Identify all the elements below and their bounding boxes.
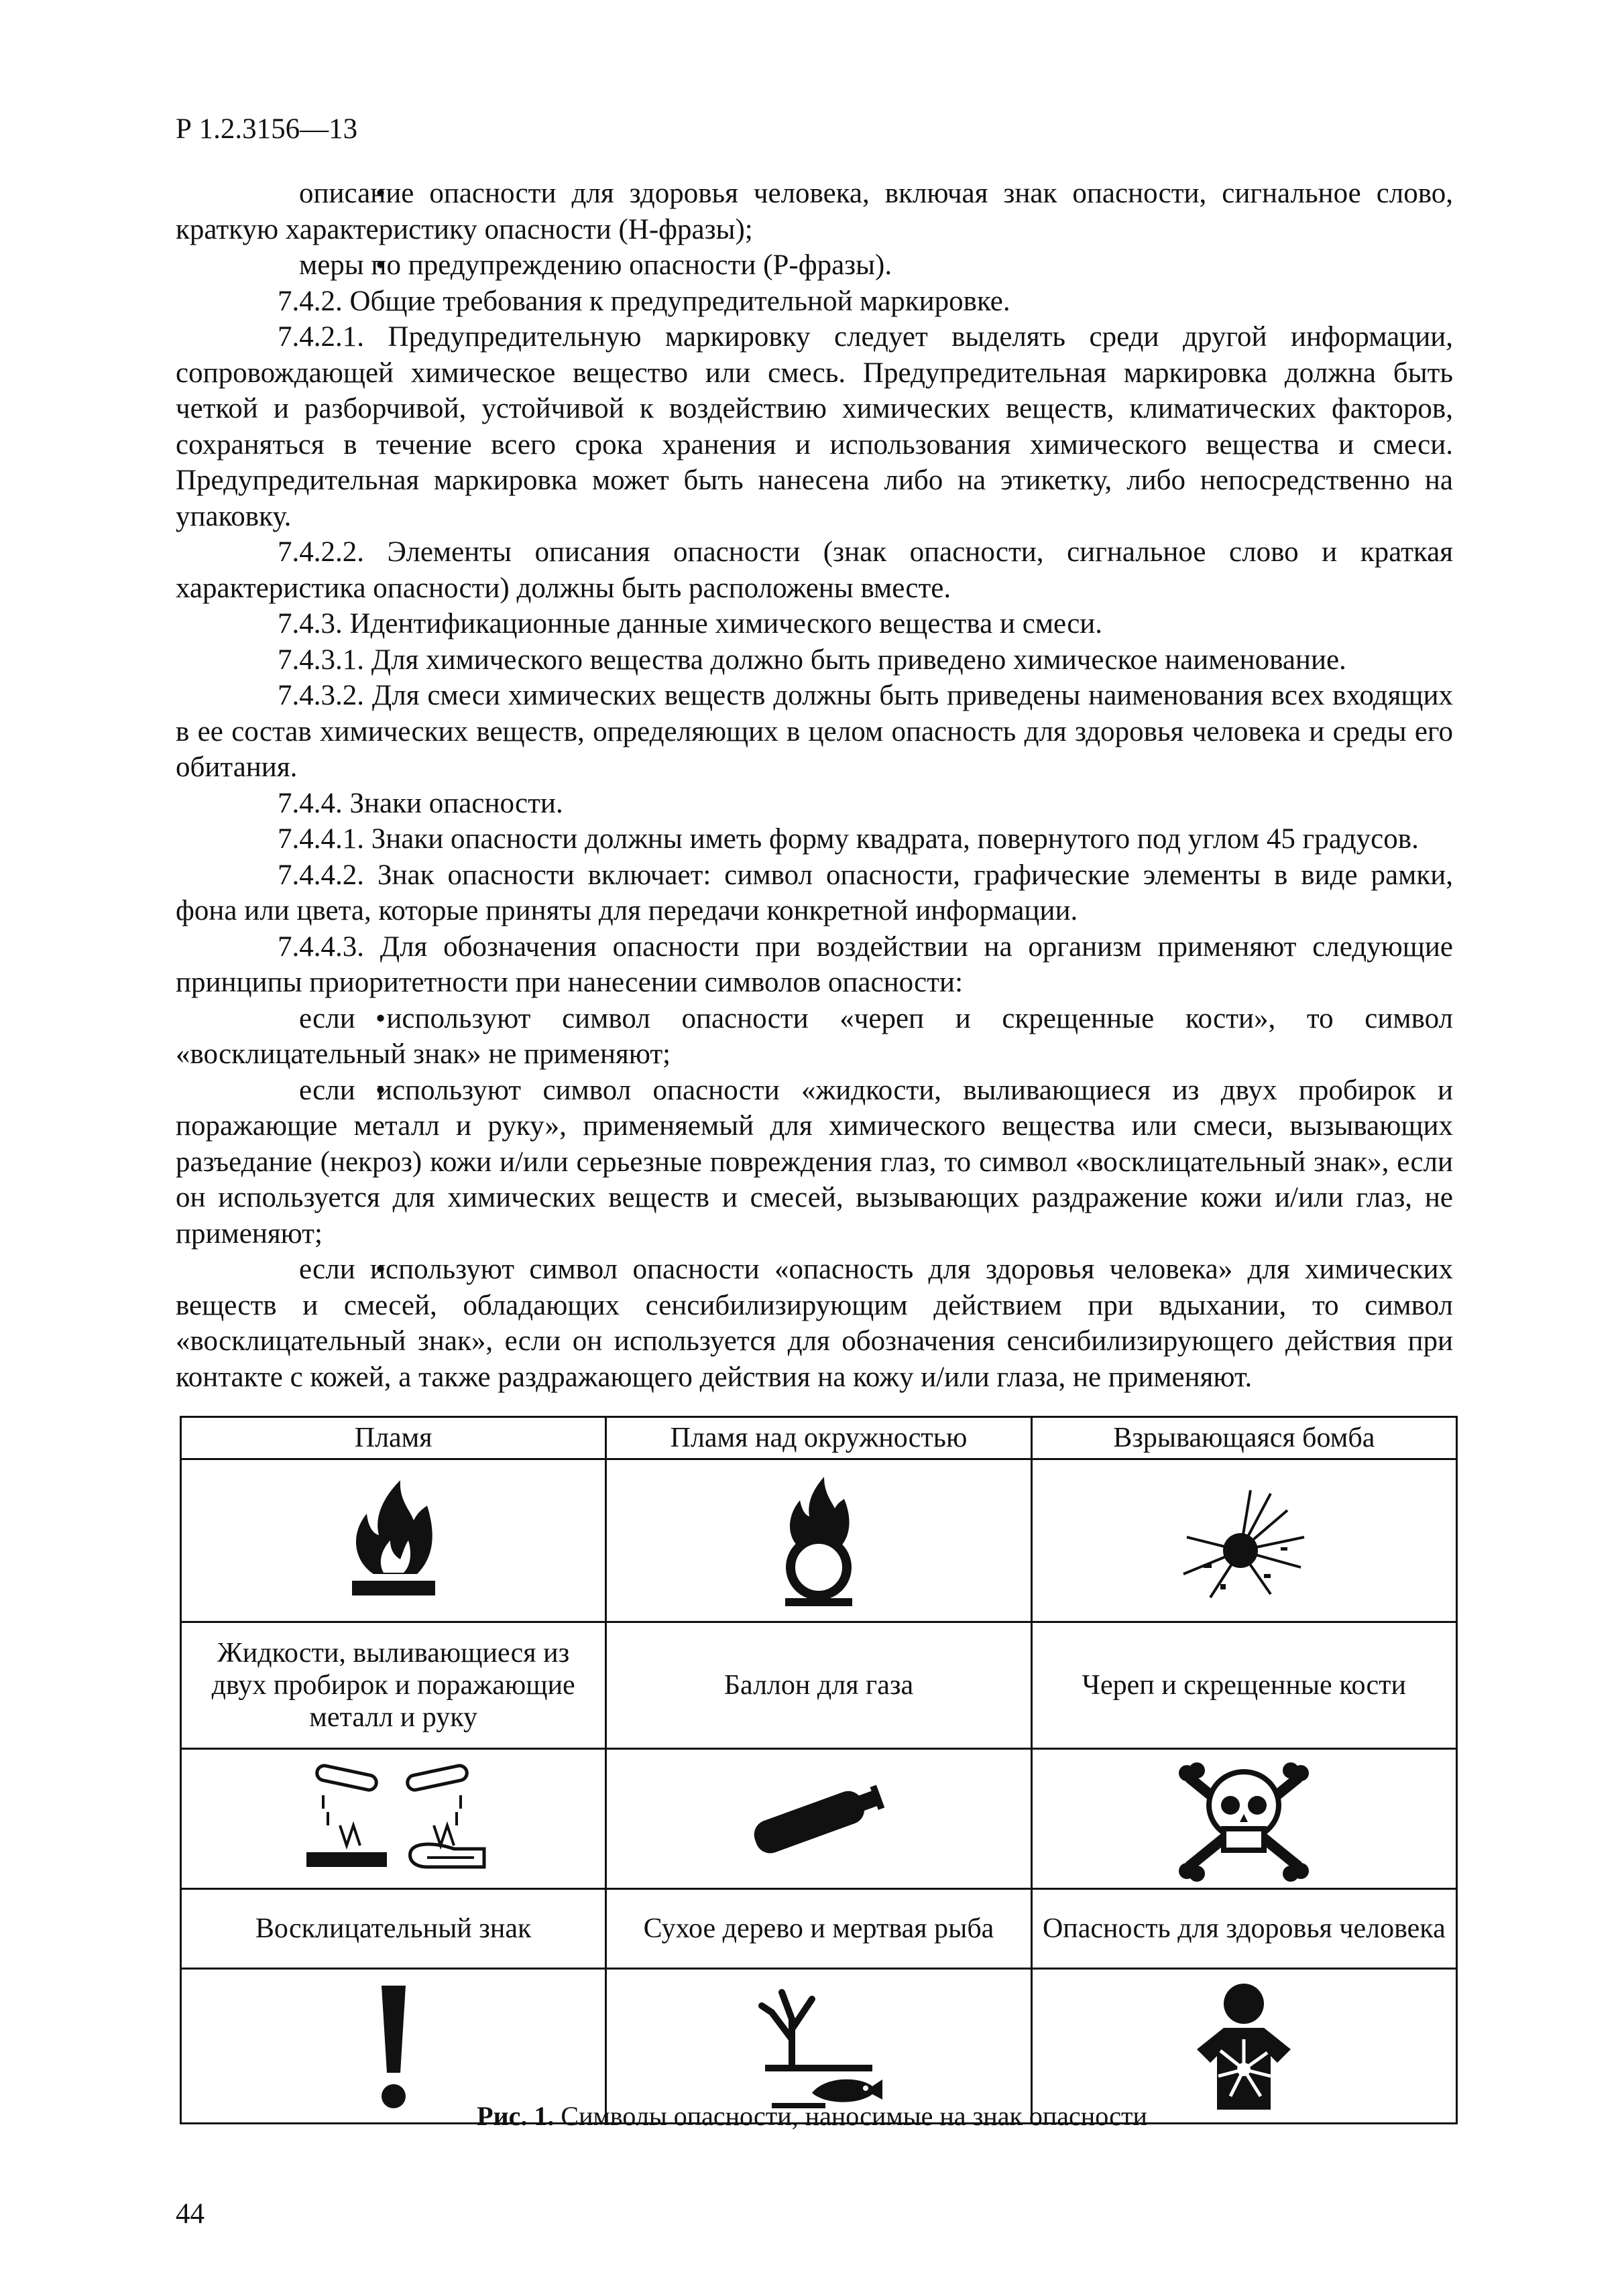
symbol-label: Череп и скрещенные кости: [1031, 1622, 1456, 1749]
paragraph: 7.4.3. Идентификационные данные химического вещества и смеси.: [278, 608, 1103, 640]
health-hazard-icon: [1177, 1976, 1311, 2116]
paragraph: 7.4.3.2. Для смеси химических веществ должны быть приведены наименования всех входящих в ее состав химических веществ, определяющих в целом опасность для здоровья человека и среды его обитания.: [176, 680, 1453, 783]
paragraph: 7.4.2.2. Элементы описания опасности (знак опасности, сигнальное слово и краткая характеристика опасности) должны быть расположены вместе.: [176, 536, 1453, 604]
exclamation-mark-icon: [367, 1979, 420, 2113]
list-item: • если используют символ опасности «череп и скрещенные кости», то символ «восклицательный знак» не применяют;: [176, 1001, 1453, 1073]
paragraph: 7.4.4. Знаки опасности.: [278, 787, 563, 819]
corrosion-icon: [293, 1758, 494, 1879]
symbol-cell: [606, 1749, 1031, 1889]
symbol-cell: [181, 1459, 606, 1622]
gas-cylinder-icon: [738, 1765, 899, 1872]
symbol-label: Опасность для здоровья человека: [1031, 1889, 1456, 1969]
paragraph: 7.4.3.1. Для химического вещества должно быть приведено химическое наименование.: [278, 644, 1346, 676]
page-number: 44: [176, 2198, 205, 2230]
symbol-cell: [1031, 1459, 1456, 1622]
symbol-label: Баллон для газа: [606, 1622, 1031, 1749]
paragraph: 7.4.4.2. Знак опасности включает: символ опасности, графические элементы в виде рамки, фона или цвета, которые приняты для передачи конкретной информации.: [176, 859, 1453, 926]
skull-crossbones-icon: [1170, 1752, 1318, 1886]
paragraph: 7.4.4.1. Знаки опасности должны иметь форму квадрата, повернутого под углом 45 градусов.: [278, 823, 1419, 855]
table-row: [181, 1417, 1457, 1459]
caption-label: Рис. 1.: [477, 2101, 555, 2131]
symbol-cell: [1031, 1749, 1456, 1889]
symbol-label: Восклицательный знак: [181, 1889, 606, 1969]
table-row: [181, 1459, 1457, 1622]
symbol-cell: [606, 1459, 1031, 1622]
symbol-label: Пламя: [181, 1417, 606, 1459]
paragraph: 7.4.2. Общие требования к предупредительной маркировке.: [278, 285, 1010, 317]
paragraph: 7.4.2.1. Предупредительную маркировку следует выделять среди другой информации, сопровождающей химическое вещество или смесь. Предупредительная маркировка должна быть четкой и разборчивой, устойчивой к воздействию химических веществ, климатических факторов, сохраняться в течение всего срока хранения и использования химического вещества и смеси. Предупредительная маркировка может быть нанесена либо на этикетку, либо непосредственно на упаковку.: [176, 321, 1453, 532]
symbol-label: Жидкости, выливающиеся из двух пробирок и поражающие металл и руку: [181, 1622, 606, 1749]
symbol-label: Сухое дерево и мертвая рыба: [606, 1889, 1031, 1969]
flame-icon: [327, 1473, 461, 1608]
list-item: • меры по предупреждению опасности (Р-фразы).: [176, 247, 1453, 284]
list-item: • если используют символ опасности «опасность для здоровья человека» для химических веществ и смесей, обладающих сенсибилизирующим действием при вдыхании, то символ «восклицательный знак», если он используется для обозначения сенсибилизирующего действия при контакте с кожей, а также раздражающего действия на кожу и/или глаза, не применяют.: [176, 1252, 1453, 1395]
list-item: • описание опасности для здоровья человека, включая знак опасности, сигнальное слово, краткую характеристику опасности (Н-фразы);: [176, 176, 1453, 247]
document-number: Р 1.2.3156—13: [176, 113, 358, 145]
table-row: [181, 1889, 1457, 1969]
paragraph: 7.4.4.3. Для обозначения опасности при воздействии на организм применяют следующие принципы приоритетности при нанесении символов опасности:: [176, 930, 1453, 998]
exploding-bomb-icon: [1170, 1473, 1318, 1608]
body-text: [176, 176, 1453, 1395]
list-item: • если используют символ опасности «жидкости, выливающиеся из двух пробирок и поражающие металл и руку», применяемый для химического вещества или смеси, вызывающих разъедание (некроз) кожи и/или серьезные повреждения глаз, то символ «восклицательный знак», если он используется для химических веществ и смесей, вызывающих раздражение кожи и/или глаз, не применяют;: [176, 1073, 1453, 1252]
flame-over-circle-icon: [752, 1473, 886, 1608]
figure-caption: [0, 2100, 1624, 2132]
symbol-label: Пламя над окружностью: [606, 1417, 1031, 1459]
hazard-symbols-table: [180, 1416, 1458, 2124]
symbol-label: Взрывающаяся бомба: [1031, 1417, 1456, 1459]
symbol-cell: [181, 1749, 606, 1889]
table-row: [181, 1622, 1457, 1749]
table-row: [181, 1749, 1457, 1889]
environment-icon: [745, 1979, 892, 2113]
caption-text: Символы опасности, наносимые на знак опасности: [561, 2101, 1147, 2131]
